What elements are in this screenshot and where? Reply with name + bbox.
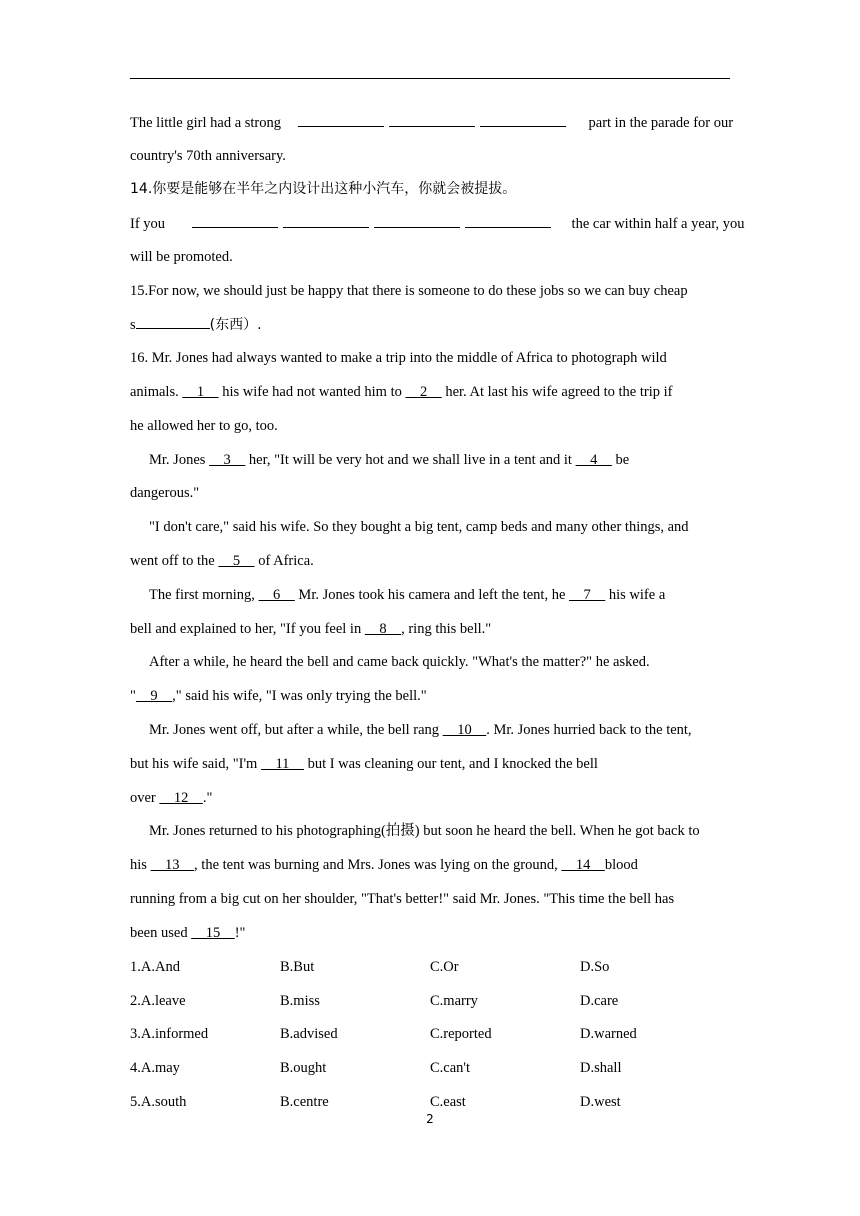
option[interactable]: B.miss xyxy=(280,993,320,1009)
blank-10[interactable]: 10 xyxy=(442,722,487,738)
option-row xyxy=(130,957,730,977)
passage-line: Mr. Jones 3 her, "It will be very hot and we shall live in a tent and it 4 be xyxy=(149,452,630,468)
answer-blank[interactable] xyxy=(136,314,210,329)
answer-blank[interactable] xyxy=(298,112,384,127)
passage-line: The first morning, 6 Mr. Jones took his camera and left the tent, he 7 his wife a xyxy=(149,587,666,603)
passage-line: his 13 , the tent was burning and Mrs. Jones was lying on the ground, 14 blood xyxy=(130,857,638,873)
blank-9[interactable]: 9 xyxy=(135,688,173,704)
option-row xyxy=(130,1058,730,1078)
blank-5[interactable]: 5 xyxy=(218,553,255,569)
passage-line: bell and explained to her, "If you feel in 8 , ring this bell." xyxy=(130,621,492,637)
option[interactable]: 1.A.And xyxy=(130,959,180,975)
passage-line: Mr. Jones returned to his photographing(拍摄) but soon he heard the bell. When he got back to xyxy=(149,823,700,839)
passage-line: 16. Mr. Jones had always wanted to make a trip into the middle of Africa to photograph wild xyxy=(130,350,667,366)
passage-line: been used 15 !" xyxy=(130,925,246,941)
q13-line-1: The little girl had a strong part in the parade for our xyxy=(130,112,733,132)
blank-12[interactable]: 12 xyxy=(159,790,203,806)
option[interactable]: C.Or xyxy=(430,959,459,975)
answer-blank[interactable] xyxy=(192,213,278,228)
option[interactable]: C.reported xyxy=(430,1026,492,1042)
option[interactable]: C.marry xyxy=(430,993,478,1009)
option[interactable]: C.east xyxy=(430,1094,466,1110)
passage-line: running from a big cut on her shoulder, "That's better!" said Mr. Jones. "This time the bell has xyxy=(130,891,675,907)
option[interactable]: D.So xyxy=(580,959,610,975)
option-row xyxy=(130,1024,730,1044)
passage-line: animals. 1 his wife had not wanted him to 2 her. At last his wife agreed to the trip if xyxy=(130,384,673,400)
option[interactable]: 2.A.leave xyxy=(130,993,186,1009)
passage-line: dangerous." xyxy=(130,485,200,501)
option[interactable]: B.centre xyxy=(280,1094,329,1110)
passage-line: went off to the 5 of Africa. xyxy=(130,553,314,569)
option[interactable]: D.warned xyxy=(580,1026,637,1042)
option[interactable]: B.ought xyxy=(280,1060,327,1076)
answer-blank[interactable] xyxy=(283,213,369,228)
q14-line-1: If you the car within half a year, you xyxy=(130,213,745,233)
blank-8[interactable]: 8 xyxy=(364,621,402,637)
option[interactable]: B.advised xyxy=(280,1026,338,1042)
option[interactable]: D.west xyxy=(580,1094,621,1110)
answer-blank[interactable] xyxy=(480,112,566,127)
passage-line: " 9 ," said his wife, "I was only trying the bell." xyxy=(130,688,427,704)
q14-line-2: will be promoted. xyxy=(130,249,233,265)
option[interactable]: B.But xyxy=(280,959,315,975)
blank-2[interactable]: 2 xyxy=(405,384,442,400)
answer-blank[interactable] xyxy=(389,112,475,127)
passage-line: he allowed her to go, too. xyxy=(130,418,278,434)
passage-line: but his wife said, "I'm 11 but I was cleaning our tent, and I knocked the bell xyxy=(130,756,598,772)
blank-13[interactable]: 13 xyxy=(150,857,195,873)
passage-line: "I don't care," said his wife. So they bought a big tent, camp beds and many other things, and xyxy=(149,519,689,535)
answer-blank[interactable] xyxy=(465,213,551,228)
passage-line: Mr. Jones went off, but after a while, the bell rang 10 . Mr. Jones hurried back to the tent, xyxy=(149,722,692,738)
blank-1[interactable]: 1 xyxy=(182,384,219,400)
option[interactable]: 4.A.may xyxy=(130,1060,180,1076)
option[interactable]: D.care xyxy=(580,993,619,1009)
option[interactable]: 3.A.informed xyxy=(130,1026,209,1042)
page-number: 2 xyxy=(426,1112,434,1126)
option-row xyxy=(130,1092,730,1112)
q15-line-1: 15.For now, we should just be happy that there is someone to do these jobs so we can buy cheap xyxy=(130,283,688,299)
blank-3[interactable]: 3 xyxy=(209,452,246,468)
option[interactable]: 5.A.south xyxy=(130,1094,187,1110)
passage-line: After a while, he heard the bell and came back quickly. "What's the matter?" he asked. xyxy=(149,654,650,670)
q13-line-2: country's 70th anniversary. xyxy=(130,148,286,164)
blank-7[interactable]: 7 xyxy=(569,587,606,603)
option-row xyxy=(130,991,730,1011)
blank-14[interactable]: 14 xyxy=(561,857,605,873)
option[interactable]: D.shall xyxy=(580,1060,622,1076)
q14-prompt: 14.你要是能够在半年之内设计出这种小汽车，你就会被提拔。 xyxy=(130,181,517,197)
blank-11[interactable]: 11 xyxy=(260,756,304,772)
blank-4[interactable]: 4 xyxy=(575,452,612,468)
option[interactable]: C.can't xyxy=(430,1060,471,1076)
blank-6[interactable]: 6 xyxy=(258,587,295,603)
blank-15[interactable]: 15 xyxy=(191,925,235,941)
header-rule xyxy=(130,78,730,79)
q15-line-2: s (东西）. xyxy=(130,314,262,334)
passage-line: over 12 ." xyxy=(130,790,213,806)
answer-blank[interactable] xyxy=(374,213,460,228)
